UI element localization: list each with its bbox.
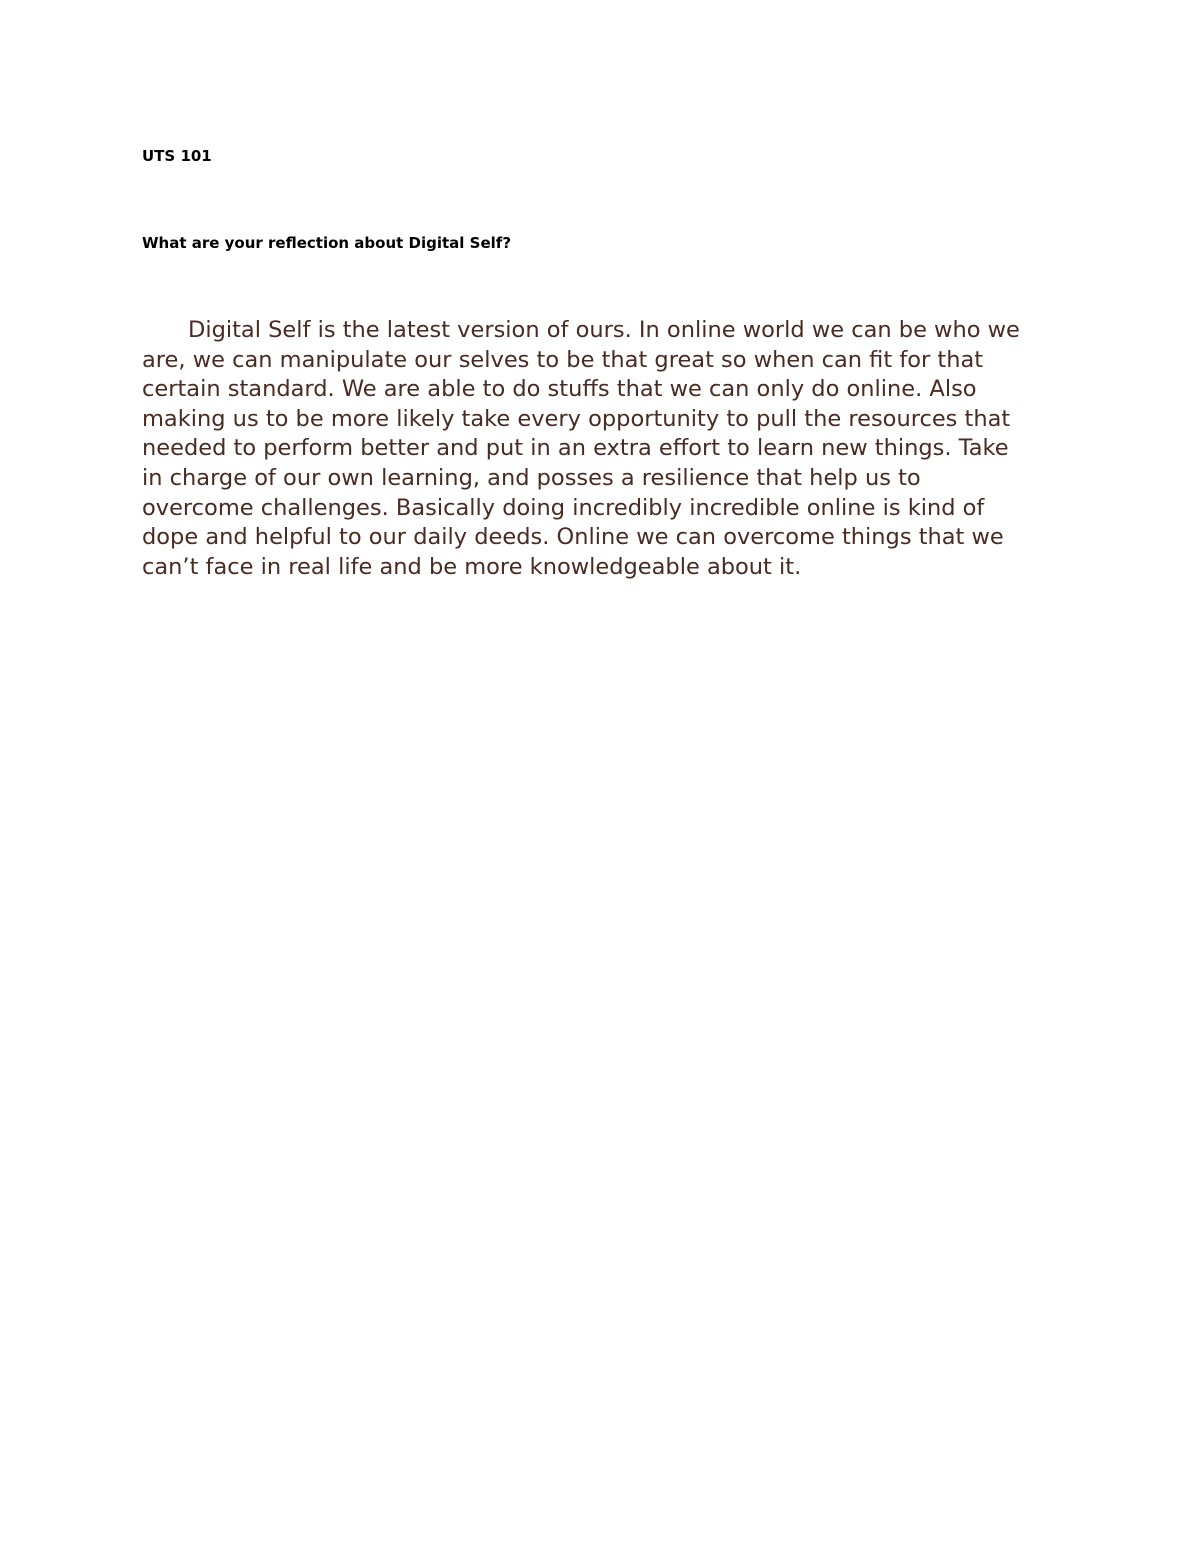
paragraph-line: dope and helpful to our daily deeds. Online we can overcome things that we	[142, 524, 1004, 551]
paragraph-line: overcome challenges. Basically doing incredibly incredible online is kind of	[142, 494, 985, 521]
paragraph-line: making us to be more likely take every opportunity to pull the resources that	[142, 405, 1011, 432]
paragraph-line: Digital Self is the latest version of ours. In online world we can be who we	[188, 317, 1020, 343]
question-heading: What are your reflection about Digital Self?	[142, 234, 512, 252]
paragraph-line: are, we can manipulate our selves to be that great so when can fit for that	[142, 346, 984, 373]
paragraph-line: in charge of our own learning, and posses a resilience that help us to	[142, 464, 921, 491]
course-code-heading: UTS 101	[142, 147, 212, 165]
paragraph-line: can’t face in real life and be more knowledgeable about it.	[142, 553, 802, 580]
paragraph-line: certain standard. We are able to do stuffs that we can only do online. Also	[142, 376, 977, 403]
paragraph-line: needed to perform better and put in an extra effort to learn new things. Take	[142, 435, 1009, 462]
reflection-paragraph	[142, 316, 1072, 582]
